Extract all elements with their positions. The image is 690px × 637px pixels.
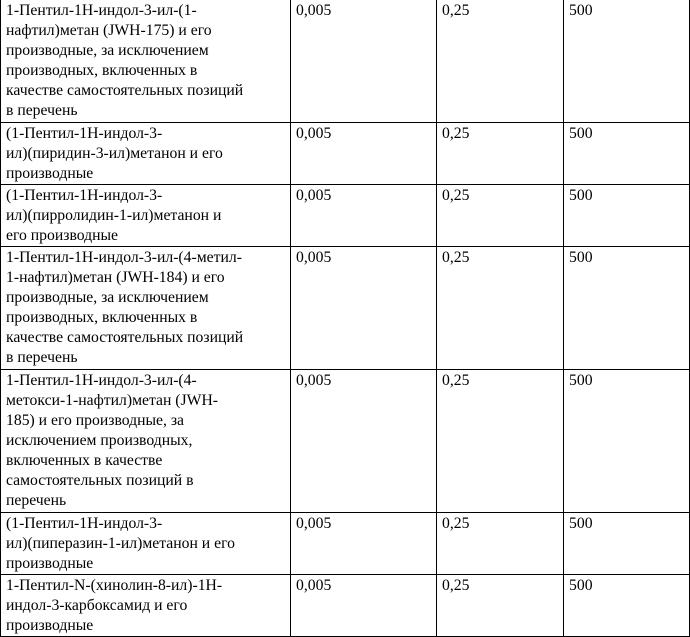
- value-cell: [564, 185, 690, 247]
- value-cell: [564, 370, 690, 513]
- value-col2: 0,005: [296, 187, 332, 204]
- value-cell: [437, 0, 564, 123]
- table-row: [1, 247, 690, 370]
- value-col2: 0,005: [296, 125, 332, 142]
- value-cell: [564, 513, 690, 575]
- table-row: [1, 123, 690, 185]
- value-cell: [437, 123, 564, 185]
- value-cell: [291, 513, 437, 575]
- value-cell: [564, 0, 690, 123]
- value-col4: 500: [569, 2, 593, 19]
- substance-name-cell: [1, 185, 291, 247]
- value-cell: [291, 575, 437, 637]
- value-col2: 0,005: [296, 372, 332, 389]
- value-col3: 0,25: [442, 249, 470, 266]
- value-cell: [437, 370, 564, 513]
- value-col4: 500: [569, 187, 593, 204]
- value-cell: [437, 513, 564, 575]
- table-row: [1, 370, 690, 513]
- value-col2: 0,005: [296, 2, 332, 19]
- value-cell: [291, 370, 437, 513]
- table-row: [1, 575, 690, 637]
- value-col4: 500: [569, 249, 593, 266]
- value-col4: 500: [569, 125, 593, 142]
- substance-name: 1-Пентил-N-(хинолин-8-ил)-1Н- индол-3-карбоксамид и его производные: [6, 577, 223, 634]
- substance-name-cell: [1, 370, 291, 513]
- substance-name: 1-Пентил-1Н-индол-3-ил-(4-метил- 1-нафтил)метан (JWH-184) и его производные, за исключением производных, включенных в качестве самостоятельных позиций в перечень: [6, 249, 244, 366]
- value-col2: 0,005: [296, 515, 332, 532]
- value-cell: [437, 185, 564, 247]
- value-col2: 0,005: [296, 249, 332, 266]
- value-cell: [291, 247, 437, 370]
- value-cell: [564, 575, 690, 637]
- value-col3: 0,25: [442, 125, 470, 142]
- value-cell: [291, 123, 437, 185]
- table-row: [1, 0, 690, 123]
- substance-name-cell: [1, 0, 291, 123]
- value-cell: [291, 0, 437, 123]
- value-col3: 0,25: [442, 577, 470, 594]
- value-cell: [291, 185, 437, 247]
- value-cell: [437, 247, 564, 370]
- value-cell: [564, 123, 690, 185]
- value-col3: 0,25: [442, 187, 470, 204]
- substance-name-cell: [1, 247, 291, 370]
- substance-name: 1-Пентил-1Н-индол-3-ил-(1- нафтил)метан (JWH-175) и его производные, за исключением производных, включенных в качестве самостоятельных позиций в перечень: [6, 2, 244, 119]
- value-col2: 0,005: [296, 577, 332, 594]
- substance-name: (1-Пентил-1Н-индол-3- ил)(пирролидин-1-ил)метанон и его производные: [6, 187, 222, 244]
- value-col4: 500: [569, 577, 593, 594]
- substance-name-cell: [1, 123, 291, 185]
- value-cell: [564, 247, 690, 370]
- substance-name-cell: [1, 513, 291, 575]
- substance-name-cell: [1, 575, 291, 637]
- value-col3: 0,25: [442, 515, 470, 532]
- substance-name: (1-Пентил-1Н-индол-3- ил)(пиперазин-1-ил)метанон и его производные: [6, 515, 235, 572]
- value-col4: 500: [569, 515, 593, 532]
- substance-name: 1-Пентил-1Н-индол-3-ил-(4- метокси-1-нафтил)метан (JWH- 185) и его производные, за исключением производных, включенных в качестве самостоятельных позиций в перечень: [6, 372, 218, 509]
- value-cell: [437, 575, 564, 637]
- value-col3: 0,25: [442, 372, 470, 389]
- table-row: [1, 185, 690, 247]
- value-col4: 500: [569, 372, 593, 389]
- substance-name: (1-Пентил-1Н-индол-3- ил)(пиридин-3-ил)метанон и его производные: [6, 125, 223, 182]
- value-col3: 0,25: [442, 2, 470, 19]
- table-row: [1, 513, 690, 575]
